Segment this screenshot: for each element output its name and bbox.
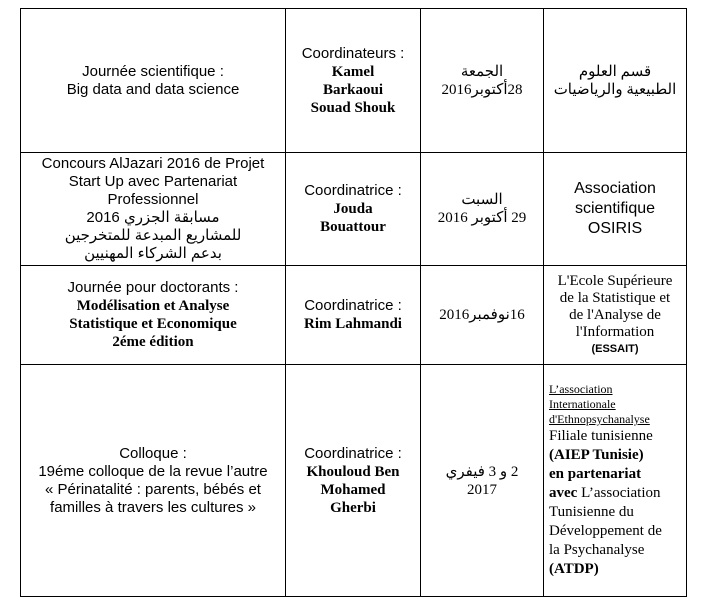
events-table [20, 8, 687, 597]
coordinator-name: Kamel [331, 63, 375, 80]
coordinator-cell [286, 266, 421, 365]
organizer-cell [544, 9, 687, 153]
event-line: Journée scientifique : [82, 62, 224, 80]
coordinator-name: Gherbi [330, 499, 376, 516]
event-line: Colloque : [119, 444, 187, 462]
date-line: 16نوفمبر2016 [439, 307, 525, 323]
organizer-cell [544, 153, 687, 266]
organizer-line: en partenariat [549, 466, 642, 482]
event-cell [21, 9, 286, 153]
table-row [21, 266, 687, 365]
organizer-abbreviation: (ESSAIT) [591, 342, 639, 355]
event-line-arabic: للمشاريع المبدعة للمتخرجين [64, 227, 242, 244]
date-line: 29 أكتوبر 2016 [437, 210, 527, 226]
event-line: 2éme édition [112, 334, 194, 350]
coordinator-name: Souad Shouk [310, 99, 396, 116]
coordinator-cell [286, 153, 421, 266]
table-row [21, 9, 687, 153]
organizer-line: الطبيعية والرياضيات [553, 81, 677, 98]
organizer-cell [544, 365, 687, 597]
organizer-line: Tunisienne du [549, 504, 634, 520]
event-cell [21, 266, 286, 365]
date-line: 2 و 3 فيفري [445, 463, 519, 480]
coordinator-name: Mohamed [320, 481, 386, 498]
event-line: familles à travers les cultures » [50, 498, 256, 516]
organizer-line: L’association [549, 382, 613, 396]
organizer-line: L'Ecole Supérieure [557, 272, 673, 289]
organizer-line: la Psychanalyse [549, 542, 645, 558]
organizer-cell [544, 266, 687, 365]
coordinator-name: Rim Lahmandi [304, 316, 402, 332]
event-line: 19éme colloque de la revue l’autre [38, 462, 268, 480]
organizer-line: de l'Analyse de [569, 306, 661, 323]
coordinator-name: Bouattour [320, 219, 386, 235]
coordinator-title: Coordinatrice : [304, 182, 402, 199]
event-cell [21, 153, 286, 266]
organizer-line [549, 484, 681, 503]
coordinator-name: Jouda [333, 201, 373, 217]
event-line: « Périnatalité : parents, bébés et [45, 480, 261, 498]
coordinator-title: Coordinateurs : [301, 44, 405, 62]
date-line: 28أكتوبر2016 [441, 81, 523, 98]
date-line: الجمعة [460, 63, 504, 80]
date-cell [421, 9, 544, 153]
event-line: Start Up avec Partenariat [68, 173, 238, 190]
event-cell [21, 365, 286, 597]
organizer-line: Association [574, 180, 656, 197]
date-cell [421, 365, 544, 597]
organizer-line: Filiale tunisienne [549, 428, 653, 444]
event-line: Concours AlJazari 2016 de Projet [41, 155, 265, 172]
event-line: Modélisation et Analyse [76, 298, 230, 314]
coordinator-cell [286, 9, 421, 153]
event-line: Professionnel [107, 191, 199, 208]
table-row [21, 153, 687, 266]
organizer-line: Développement de [549, 523, 662, 539]
event-line-arabic: بدعم الشركاء المهنيين [84, 245, 222, 262]
organizer-word: avec [549, 485, 578, 501]
coordinator-name: Khouloud Ben [306, 463, 400, 480]
coordinator-title: Coordinatrice : [304, 297, 402, 314]
date-cell [421, 153, 544, 266]
event-line-arabic: مسابقة الجزري 2016 [86, 209, 220, 226]
date-line: 2017 [467, 481, 497, 498]
organizer-line: de la Statistique et [559, 289, 671, 306]
coordinator-title: Coordinatrice : [304, 444, 402, 462]
organizer-line: scientifique [574, 200, 656, 217]
organizer-line: (ATDP) [549, 561, 599, 577]
event-line: Big data and data science [66, 80, 240, 98]
event-title: Journée pour doctorants : [67, 279, 239, 296]
table-row [21, 365, 687, 597]
date-line: السبت [461, 192, 503, 208]
coordinator-name: Barkaoui [322, 81, 383, 98]
organizer-line: (AIEP Tunisie) [549, 447, 644, 463]
organizer-line: OSIRIS [587, 220, 643, 237]
organizer-line: قسم العلوم [578, 63, 652, 80]
organizer-word: L’association [577, 485, 661, 501]
organizer-line: l'Information [575, 323, 655, 340]
organizer-line: Internationale [549, 397, 616, 411]
organizer-line: d'Ethnopsychanalyse [549, 412, 650, 426]
coordinator-cell [286, 365, 421, 597]
event-line: Statistique et Economique [69, 316, 237, 332]
date-cell [421, 266, 544, 365]
